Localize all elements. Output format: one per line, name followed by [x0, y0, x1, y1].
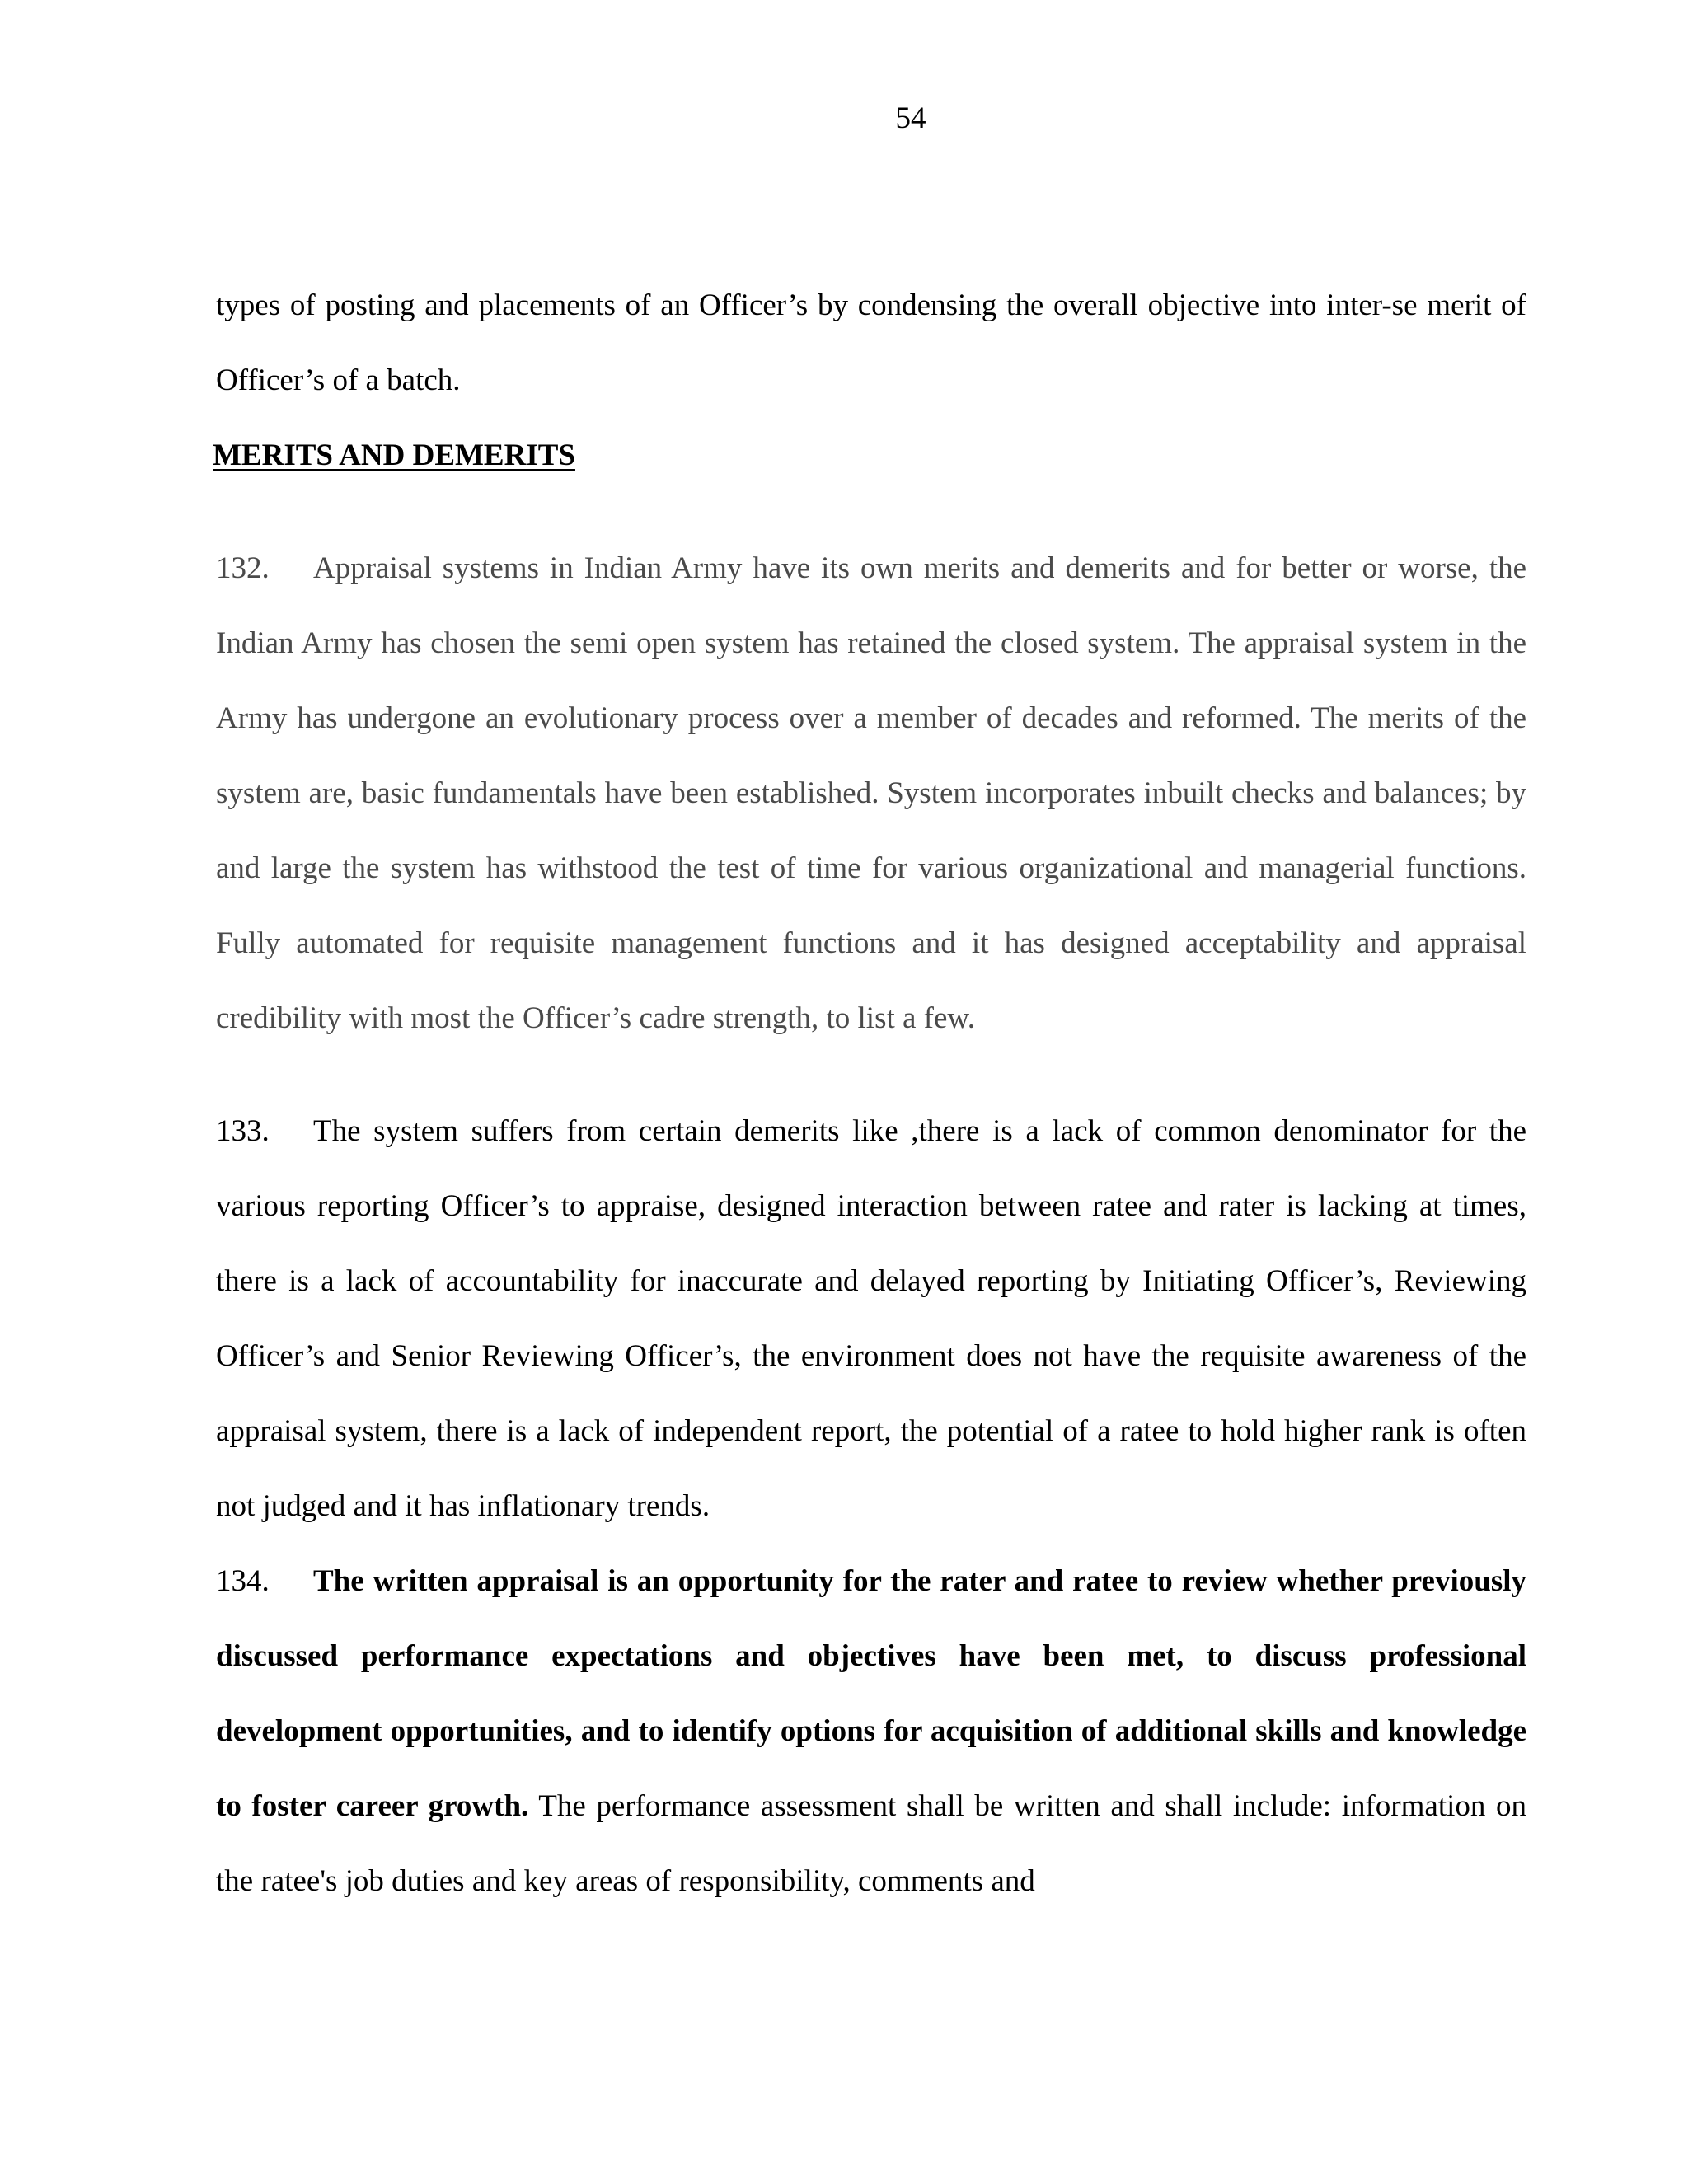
paragraph-text: Appraisal systems in Indian Army have its own merits and demerits and for better or worse, the Indian Army has chosen the semi open system has retained the closed system. The appraisal system in the Army has undergone an evolutionary process over a member of decades and reformed. The merits of the system are, basic fundamentals have been established. System incorporates inbuilt checks and balances; by and large the system has withstood the test of time for various organizational and managerial functions. Fully automated for requisite management functions and it has designed acceptability and appraisal credibility with most the Officer’s cadre strength, to list a few. — [216, 551, 1526, 1035]
paragraph-text: The system suffers from certain demerits like ,there is a lack of common denominator for the various reporting Officer’s to appraise, designed interaction between ratee and rater is lacking at times, there is a lack of accountability for inaccurate and delayed reporting by Initiating Officer’s, Reviewing Officer’s and Senior Reviewing Officer’s, the environment does not have the requisite awareness of the appraisal system, there is a lack of independent report, the potential of a ratee to hold higher rank is often not judged and it has inflationary trends. — [216, 1114, 1526, 1523]
intro-paragraph: types of posting and placements of an Officer’s by condensing the overall objective into inter-se merit of Officer’s of a batch. — [216, 288, 1526, 397]
page-number: 54 — [895, 101, 926, 135]
section-heading: MERITS AND DEMERITS — [213, 438, 575, 472]
document-body — [213, 268, 1526, 1919]
paragraph-spacer — [216, 1056, 1526, 1094]
paragraph-text: The performance assessment shall be written and shall include: information on the ratee's job duties and key areas of responsibility, comments and — [216, 1789, 1526, 1898]
paragraph-bold-text: The written appraisal is an opportunity for the rater and ratee to review whether previously discussed performance expectations and objectives have been met, to discuss professional development opportunities, and to identify options for acquisition of additional skills and knowledge to foster career growth. — [216, 1564, 1526, 1823]
paragraph-number: 133. — [216, 1114, 270, 1148]
paragraph-number: 134. — [216, 1564, 270, 1598]
paragraph-132 — [216, 531, 1526, 1056]
paragraph-number: 132. — [216, 551, 270, 585]
paragraph-134 — [216, 1544, 1526, 1919]
paragraph-spacer — [216, 493, 1526, 531]
paragraph-133 — [216, 1094, 1526, 1544]
